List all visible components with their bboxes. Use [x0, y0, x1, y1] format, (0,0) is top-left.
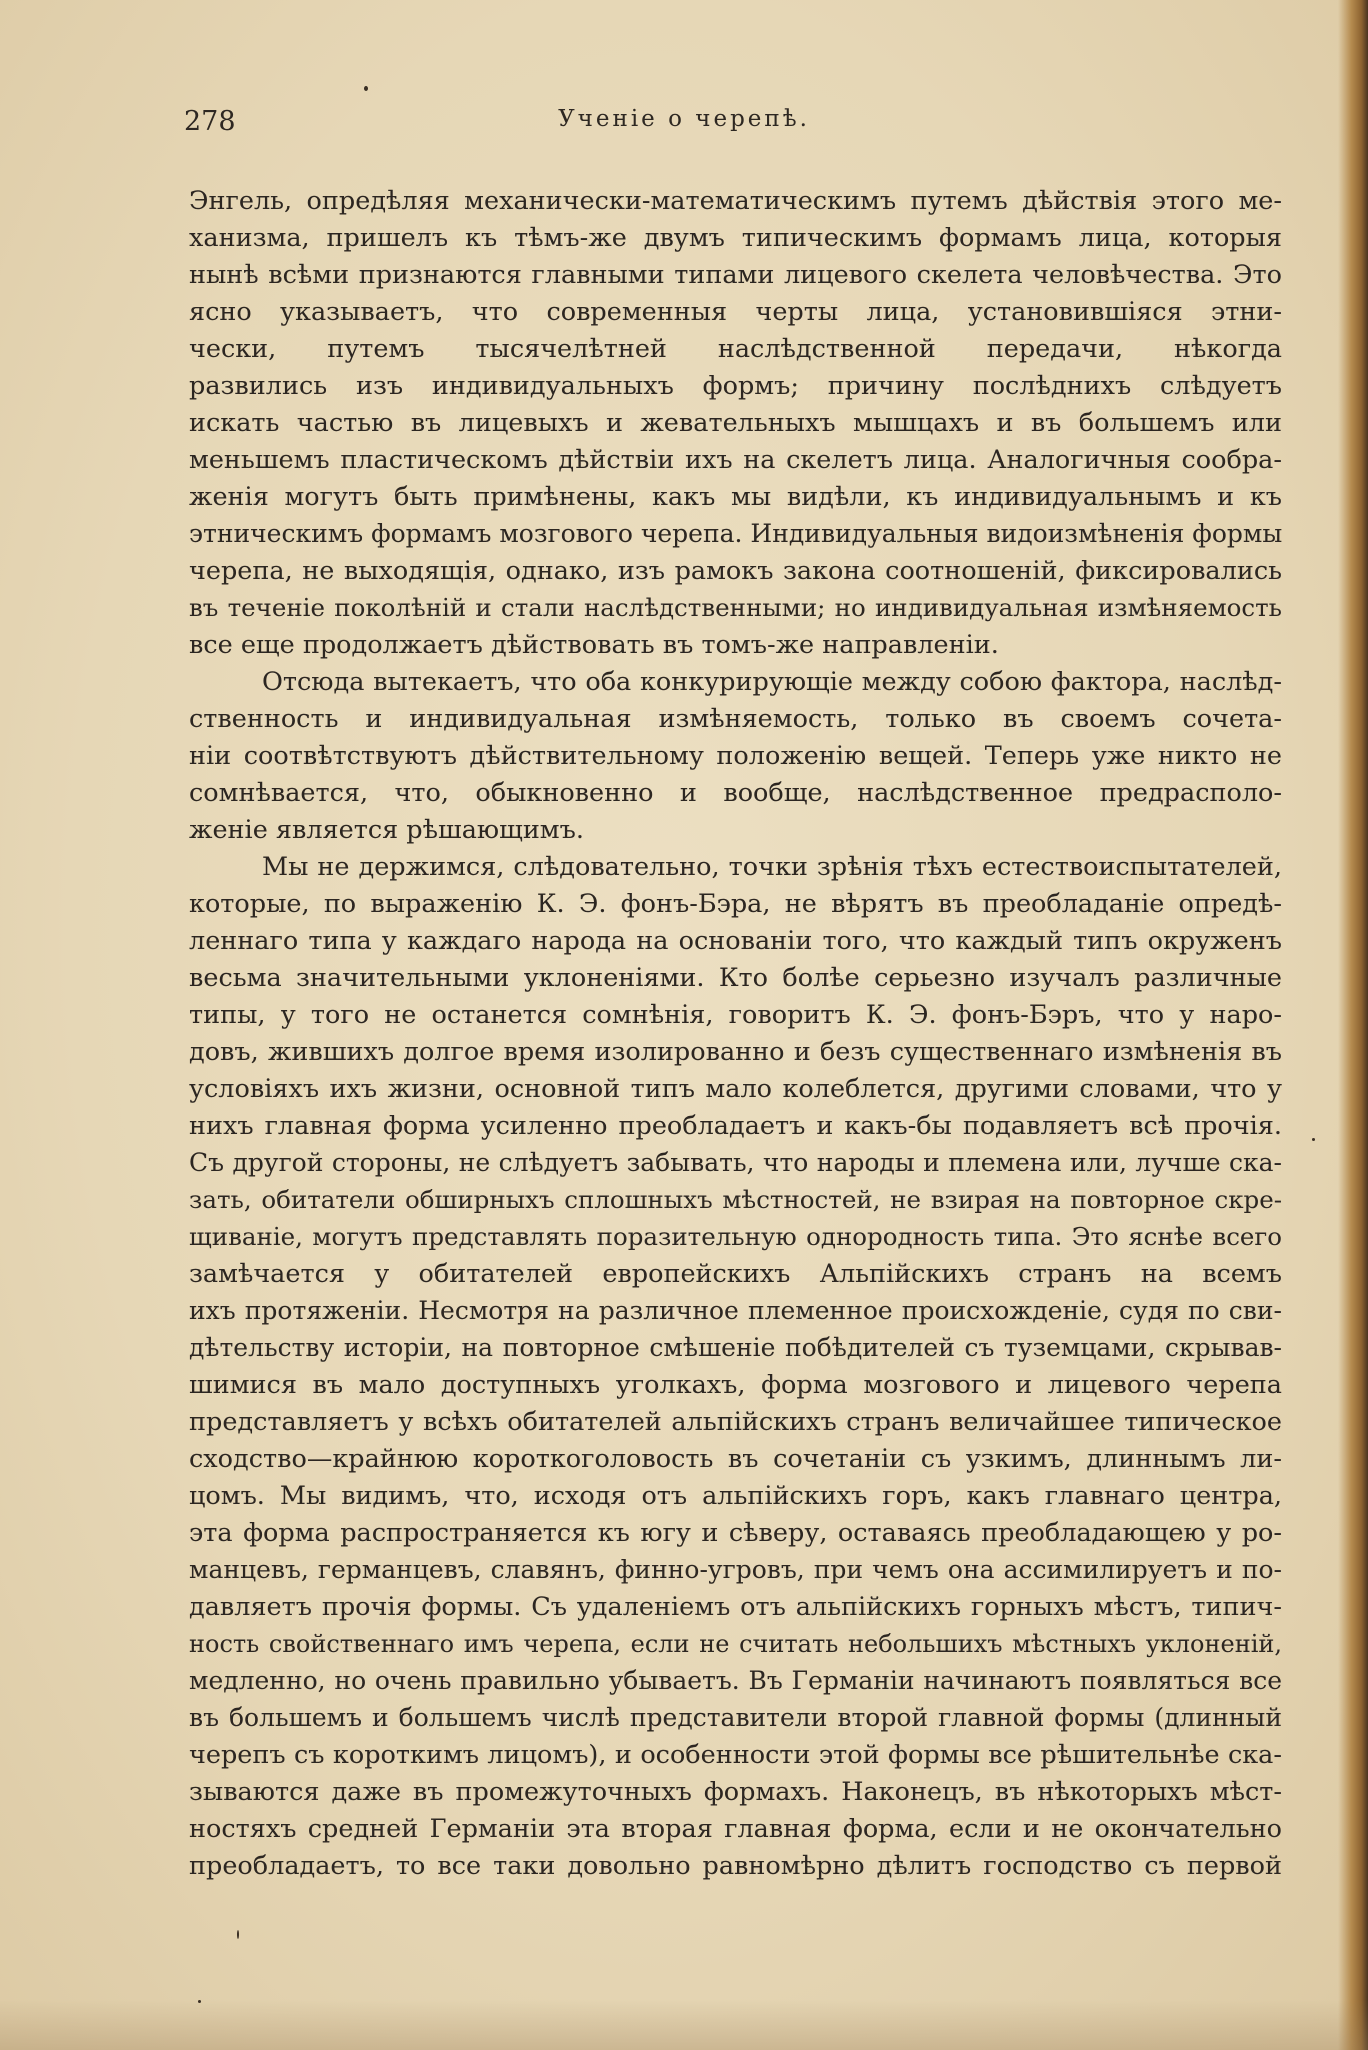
- text-line: [189, 1886, 1282, 1920]
- text-line: чески, путемъ тысячелѣтней наслѣдственной передачи, нѣкогда: [189, 334, 1282, 364]
- text-line: нынѣ всѣми признаются главными типами лицевого скелета человѣчества. Это: [189, 260, 1282, 290]
- text-line: медленно, но очень правильно убываетъ. Въ Германіи начинаютъ появляться все: [189, 1666, 1282, 1695]
- text-line: Энгель, опредѣляя механически-математическимъ путемъ дѣйствія этого ме-: [189, 186, 1282, 216]
- text-line: ясно указываетъ, что современныя черты лица, установившіяся этни-: [189, 297, 1282, 327]
- text-line: эта форма распространяется къ югу и сѣверу, оставаясь преобладающею у ро-: [189, 1518, 1282, 1548]
- text-line: ностяхъ средней Германіи эта вторая главная форма, если и не окончательно: [189, 1814, 1282, 1844]
- text-line: женія могутъ быть примѣнены, какъ мы видѣли, къ индивидуальнымъ и къ: [189, 482, 1282, 512]
- text-line: черепа, не выходящія, однако, изъ рамокъ закона соотношеній, фиксировались: [189, 556, 1282, 586]
- ink-speck: [237, 1930, 239, 1939]
- text-line: ихъ протяженіи. Несмотря на различное племенное происхожденіе, судя по сви-: [189, 1296, 1282, 1325]
- text-line: которые, по выраженію К. Э. фонъ-Бэра, не вѣрятъ въ преобладаніе опредѣ-: [189, 889, 1282, 919]
- text-line: типы, у того не останется сомнѣнія, говоритъ К. Э. фонъ-Бэръ, что у наро-: [189, 1000, 1282, 1030]
- page-bottom-shade: [0, 2000, 1368, 2050]
- running-head: Ученіе о черепѣ.: [558, 106, 810, 132]
- text-line: женіе является рѣшающимъ.: [189, 815, 584, 845]
- ink-speck: [1312, 1138, 1315, 1141]
- page-number: 278: [184, 106, 236, 137]
- text-line: все еще продолжаетъ дѣйствовать въ томъ-же направленіи.: [189, 630, 999, 660]
- text-line: ность свойственнаго имъ черепа, если не считать небольшихъ мѣстныхъ уклоненій,: [189, 1630, 1282, 1658]
- text-line: шимися въ мало доступныхъ уголкахъ, форма мозгового и лицевого черепа: [189, 1370, 1282, 1400]
- text-line: искать частью въ лицевыхъ и жевательныхъ мышцахъ и въ большемъ или: [189, 408, 1282, 438]
- text-line: зываются даже въ промежуточныхъ формахъ. Наконецъ, въ нѣкоторыхъ мѣст-: [189, 1777, 1282, 1807]
- text-line: зать, обитатели обширныхъ сплошныхъ мѣстностей, не взирая на повторное скре-: [189, 1185, 1282, 1214]
- text-line: въ большемъ и большемъ числѣ представители второй главной формы (длинный: [189, 1703, 1282, 1732]
- text-line: цомъ. Мы видимъ, что, исходя отъ альпійскихъ горъ, какъ главнаго центра,: [189, 1481, 1282, 1511]
- text-line: Мы не держимся, слѣдовательно, точки зрѣнія тѣхъ естествоиспытателей,: [262, 852, 1282, 882]
- text-line: сомнѣвается, что, обыкновенно и вообще, наслѣдственное предрасполо-: [189, 778, 1282, 808]
- text-line: ханизма, пришелъ къ тѣмъ-же двумъ типическимъ формамъ лица, которыя: [189, 223, 1282, 253]
- text-line: условіяхъ ихъ жизни, основной типъ мало колеблется, другими словами, что у: [189, 1074, 1282, 1104]
- text-line: сходство—крайнюю короткоголовость въ сочетаніи съ узкимъ, длиннымъ ли-: [189, 1444, 1282, 1474]
- ink-speck: [198, 2000, 201, 2003]
- text-line: леннаго типа у каждаго народа на основаніи того, что каждый типъ окруженъ: [189, 926, 1282, 956]
- text-line: этническимъ формамъ мозгового черепа. Индивидуальныя видоизмѣненія формы: [189, 519, 1283, 548]
- text-line: преобладаетъ, то все таки довольно равномѣрно дѣлитъ господство съ первой: [189, 1851, 1282, 1881]
- text-line: нихъ главная форма усиленно преобладаетъ и какъ-бы подавляетъ всѣ прочія.: [189, 1111, 1282, 1141]
- text-line: дѣтельству исторіи, на повторное смѣшеніе побѣдителей съ туземцами, скрывав-: [189, 1333, 1282, 1362]
- text-line: Съ другой стороны, не слѣдуетъ забывать, что народы и племена или, лучше ска-: [189, 1148, 1282, 1177]
- text-line: довъ, жившихъ долгое время изолированно и безъ существеннаго измѣненія въ: [189, 1037, 1282, 1067]
- text-line: весьма значительными уклоненіями. Кто болѣе серьезно изучалъ различные: [189, 963, 1282, 993]
- text-line: меньшемъ пластическомъ дѣйствіи ихъ на скелетъ лица. Аналогичныя сообра-: [189, 445, 1282, 475]
- text-line: щиваніе, могутъ представлять поразительную однородность типа. Это яснѣе всего: [189, 1222, 1282, 1251]
- text-line: давляетъ прочія формы. Съ удаленіемъ отъ альпійскихъ горныхъ мѣстъ, типич-: [189, 1592, 1282, 1622]
- page-gutter-shadow: [1338, 0, 1368, 2050]
- text-line: развились изъ индивидуальныхъ формъ; причину послѣднихъ слѣдуетъ: [189, 371, 1282, 401]
- text-line: замѣчается у обитателей европейскихъ Альпійскихъ странъ на всемъ: [189, 1259, 1282, 1289]
- text-line: черепъ съ короткимъ лицомъ), и особенности этой формы все рѣшительнѣе ска-: [189, 1740, 1282, 1770]
- text-line: манцевъ, германцевъ, славянъ, финно-угровъ, при чемъ она ассимилируетъ и по-: [189, 1555, 1282, 1584]
- text-line: въ теченіе поколѣній и стали наслѣдственными; но индивидуальная измѣняемость: [189, 593, 1282, 622]
- text-line: ственность и индивидуальная измѣняемость, только въ своемъ сочета-: [189, 704, 1282, 734]
- text-line: представляетъ у всѣхъ обитателей альпійскихъ странъ величайшее типическое: [189, 1407, 1282, 1437]
- text-line: ніи соотвѣтствуютъ дѣйствительному положенію вещей. Теперь уже никто не: [189, 741, 1282, 771]
- text-line: Отсюда вытекаетъ, что оба конкурирующіе между собою фактора, наслѣд-: [262, 667, 1282, 697]
- ink-speck: [364, 86, 368, 91]
